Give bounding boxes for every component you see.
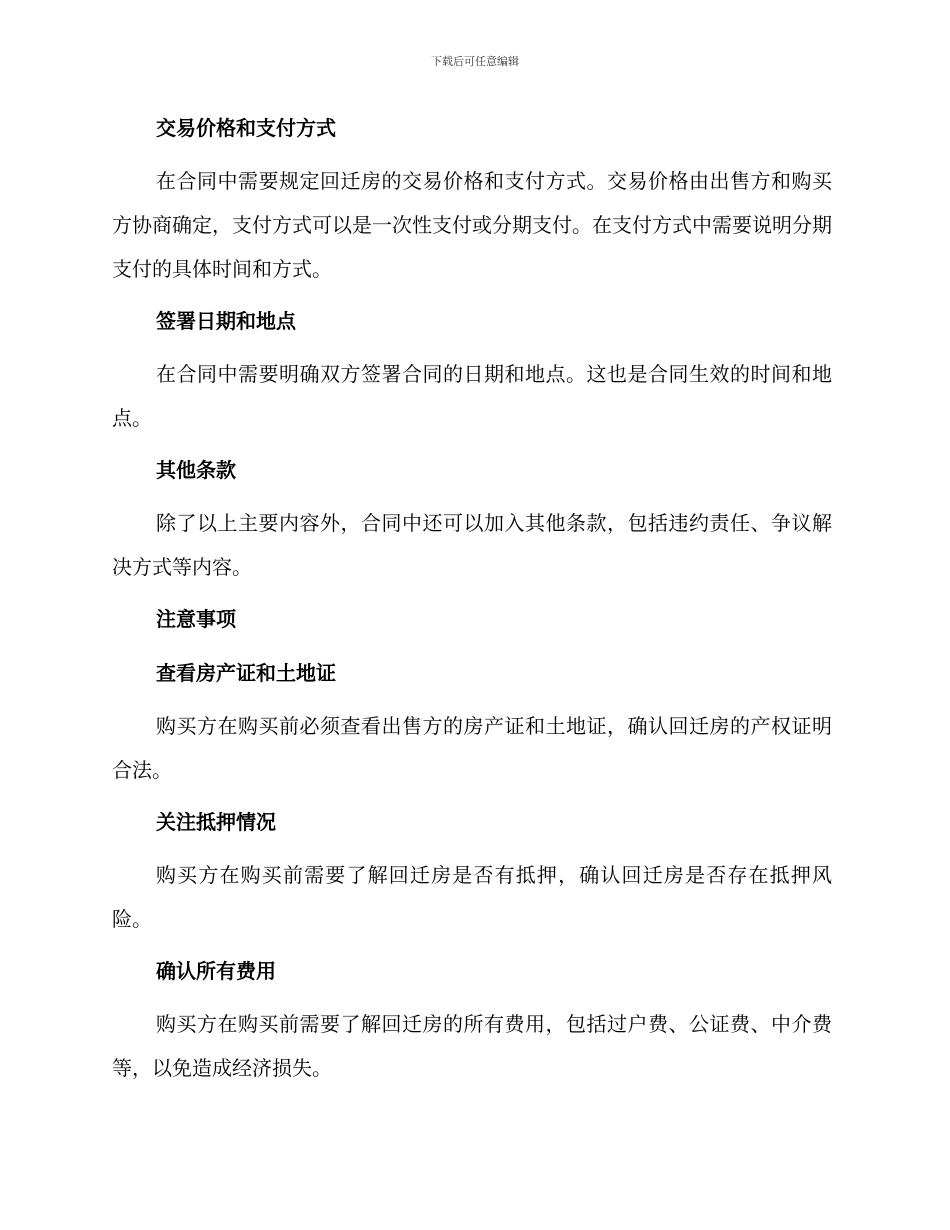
section-heading-fees: 确认所有费用 — [156, 959, 276, 983]
section-heading-signing-date: 签署日期和地点 — [156, 309, 296, 333]
section-heading-check-certificates: 查看房产证和土地证 — [156, 661, 336, 685]
section-paragraph-signing-date: 在合同中需要明确双方签署合同的日期和地点。这也是合同生效的时间和地点。 — [112, 362, 832, 430]
section-heading-notes: 注意事项 — [156, 607, 236, 631]
document-body — [112, 112, 832, 1104]
section-paragraph-mortgage: 购买方在购买前需要了解回迁房是否有抵押，确认回迁房是否存在抵押风险。 — [112, 863, 832, 931]
section-heading-price-payment: 交易价格和支付方式 — [156, 116, 336, 140]
section-paragraph-other-terms: 除了以上主要内容外，合同中还可以加入其他条款，包括违约责任、争议解决方式等内容。 — [112, 511, 832, 579]
header-note: 下载后可任意编辑 — [431, 55, 519, 68]
section-paragraph-fees: 购买方在购买前需要了解回迁房的所有费用，包括过户费、公证费、中介费等，以免造成经济损失。 — [112, 1012, 832, 1080]
section-paragraph-price-payment: 在合同中需要规定回迁房的交易价格和支付方式。交易价格由出售方和购买方协商确定，支付方式可以是一次性支付或分期支付。在支付方式中需要说明分期支付的具体时间和方式。 — [112, 169, 832, 281]
section-heading-other-terms: 其他条款 — [156, 458, 236, 482]
section-paragraph-check-certificates: 购买方在购买前必须查看出售方的房产证和土地证，确认回迁房的产权证明合法。 — [112, 714, 832, 782]
section-heading-mortgage: 关注抵押情况 — [156, 810, 276, 834]
